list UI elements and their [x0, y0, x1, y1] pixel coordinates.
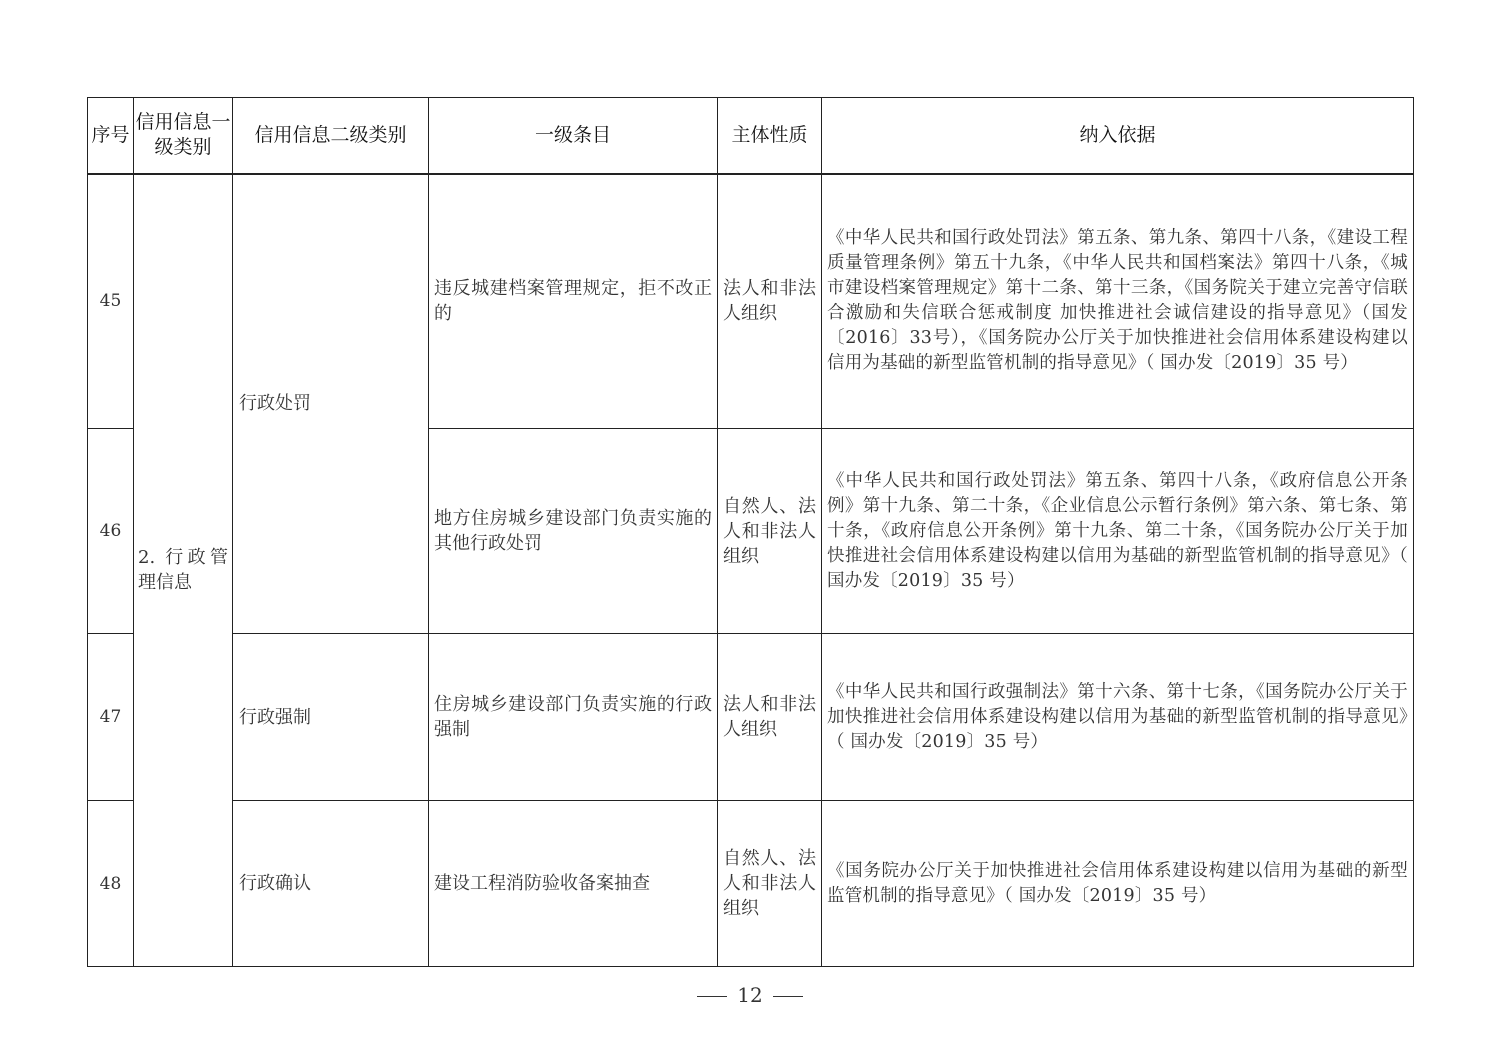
row-nature: 法人和非法人组织: [718, 634, 822, 801]
page-footer: [0, 983, 1500, 1007]
row-item: 住房城乡建设部门负责实施的行政强制: [429, 634, 718, 801]
credit-info-table: [87, 97, 1414, 967]
category2-cell: 行政处罚: [233, 174, 429, 634]
row-nature: 自然人、法人和非法人组织: [718, 429, 822, 634]
category2-cell: 行政确认: [233, 801, 429, 967]
header-seq: 序号: [88, 98, 134, 174]
header-basis: 纳入依据: [822, 98, 1414, 174]
row-item: 违反城建档案管理规定，拒不改正的: [429, 174, 718, 429]
row-basis: 《中华人民共和国行政强制法》第十六条、第十七条，《国务院办公厅关于加快推进社会信用体系建设构建以信用为基础的新型监管机制的指导意见》（ 国办发〔2019〕35 号）: [822, 634, 1414, 801]
row-item: 地方住房城乡建设部门负责实施的其他行政处罚: [429, 429, 718, 634]
row-seq: 48: [88, 801, 134, 967]
row-basis: 《中华人民共和国行政处罚法》第五条、第九条、第四十八条，《建设工程质量管理条例》第五十九条，《中华人民共和国档案法》第四十八条，《城市建设档案管理规定》第十二条、第十三条，《国务院关于建立完善守信联合激励和失信联合惩戒制度 加快推进社会诚信建设的指导意见》（国发〔2016〕33号），《国务院办公厅关于加快推进社会信用体系建设构建以信用为基础的新型监管机制的指导意见》（ 国办发〔2019〕35 号）: [822, 174, 1414, 429]
header-item: 一级条目: [429, 98, 718, 174]
row-nature: 自然人、法人和非法人组织: [718, 801, 822, 967]
row-seq: 47: [88, 634, 134, 801]
table-row: [88, 634, 1414, 801]
row-item: 建设工程消防验收备案抽查: [429, 801, 718, 967]
header-category1: 信用信息一级类别: [134, 98, 233, 174]
dash-right: [773, 996, 803, 997]
category1-cell: 2. 行政管理信息: [134, 174, 233, 967]
header-nature: 主体性质: [718, 98, 822, 174]
table-row: [88, 174, 1414, 429]
table-row: [88, 801, 1414, 967]
page-number: 12: [737, 983, 763, 1007]
header-category2: 信用信息二级类别: [233, 98, 429, 174]
category2-cell: 行政强制: [233, 634, 429, 801]
row-basis: 《中华人民共和国行政处罚法》第五条、第四十八条，《政府信息公开条例》第十九条、第二十条，《企业信息公示暂行条例》第六条、第七条、第十条，《政府信息公开条例》第十九条、第二十条，《国务院办公厅关于加快推进社会信用体系建设构建以信用为基础的新型监管机制的指导意见》（ 国办发〔2019〕35 号）: [822, 429, 1414, 634]
row-nature: 法人和非法人组织: [718, 174, 822, 429]
row-seq: 45: [88, 174, 134, 429]
dash-left: [697, 996, 727, 997]
row-seq: 46: [88, 429, 134, 634]
row-basis: 《国务院办公厅关于加快推进社会信用体系建设构建以信用为基础的新型监管机制的指导意见》（ 国办发〔2019〕35 号）: [822, 801, 1414, 967]
table-header-row: [88, 98, 1414, 174]
